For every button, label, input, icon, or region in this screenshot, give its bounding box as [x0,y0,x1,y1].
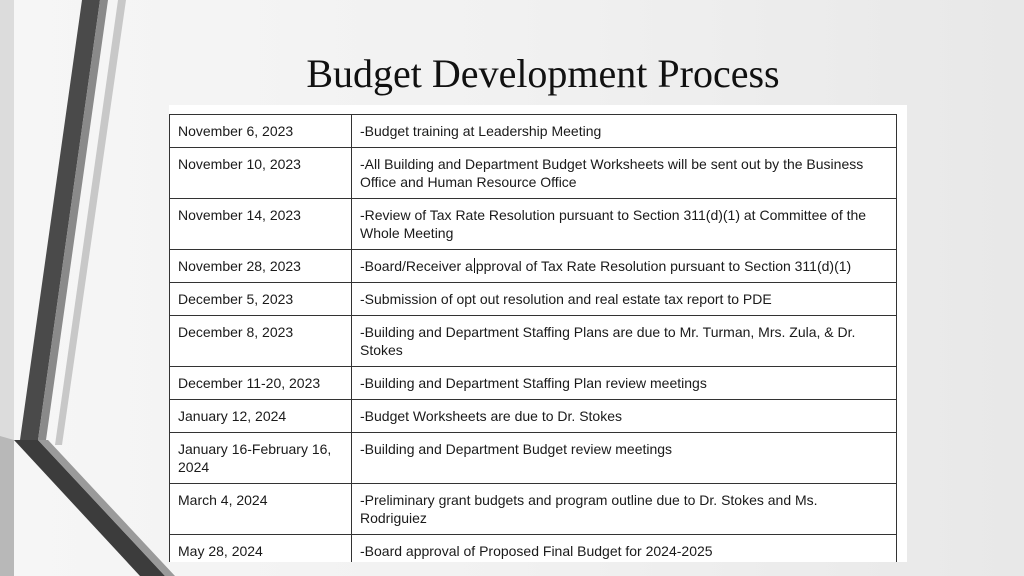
row-date: March 4, 2024 [170,484,352,535]
row-activity: -Building and Department Staffing Plans are due to Mr. Turman, Mrs. Zula, & Dr. Stokes [352,316,897,367]
schedule-table-image [169,105,907,562]
row-date: January 12, 2024 [170,400,352,433]
row-activity: -Budget training at Leadership Meeting [352,115,897,148]
row-date: November 14, 2023 [170,199,352,250]
table-row [170,400,897,433]
text-cursor-icon [474,258,475,273]
slide-title: Budget Development Process [306,51,780,96]
row-activity: -Budget Worksheets are due to Dr. Stokes [352,400,897,433]
row-activity: -All Building and Department Budget Worksheets will be sent out by the Business Office and Human Resource Office [352,148,897,199]
table-row [170,199,897,250]
schedule-table [169,114,897,562]
table-row [170,484,897,535]
table-row [170,115,897,148]
row-activity [352,250,897,283]
row-activity-part: -Board/Receiver a [360,258,473,274]
row-activity: -Submission of opt out resolution and real estate tax report to PDE [352,283,897,316]
row-date: December 11-20, 2023 [170,367,352,400]
table-row [170,535,897,563]
table-row [170,148,897,199]
table-row [170,283,897,316]
row-date: November 6, 2023 [170,115,352,148]
table-row [170,367,897,400]
table-row [170,316,897,367]
table-row [170,433,897,484]
row-date: November 10, 2023 [170,148,352,199]
row-date: November 28, 2023 [170,250,352,283]
row-date: December 8, 2023 [170,316,352,367]
row-activity: -Preliminary grant budgets and program outline due to Dr. Stokes and Ms. Rodriguiez [352,484,897,535]
row-activity: -Review of Tax Rate Resolution pursuant to Section 311(d)(1) at Committee of the Whole Meeting [352,199,897,250]
row-activity: -Building and Department Budget review meetings [352,433,897,484]
row-date: May 28, 2024 [170,535,352,563]
row-date: December 5, 2023 [170,283,352,316]
row-activity-part: pproval of Tax Rate Resolution pursuant to Section 311(d)(1) [475,258,852,274]
table-row [170,250,897,283]
row-date: January 16-February 16, 2024 [170,433,352,484]
row-activity: -Building and Department Staffing Plan review meetings [352,367,897,400]
row-activity: -Board approval of Proposed Final Budget for 2024-2025 [352,535,897,563]
